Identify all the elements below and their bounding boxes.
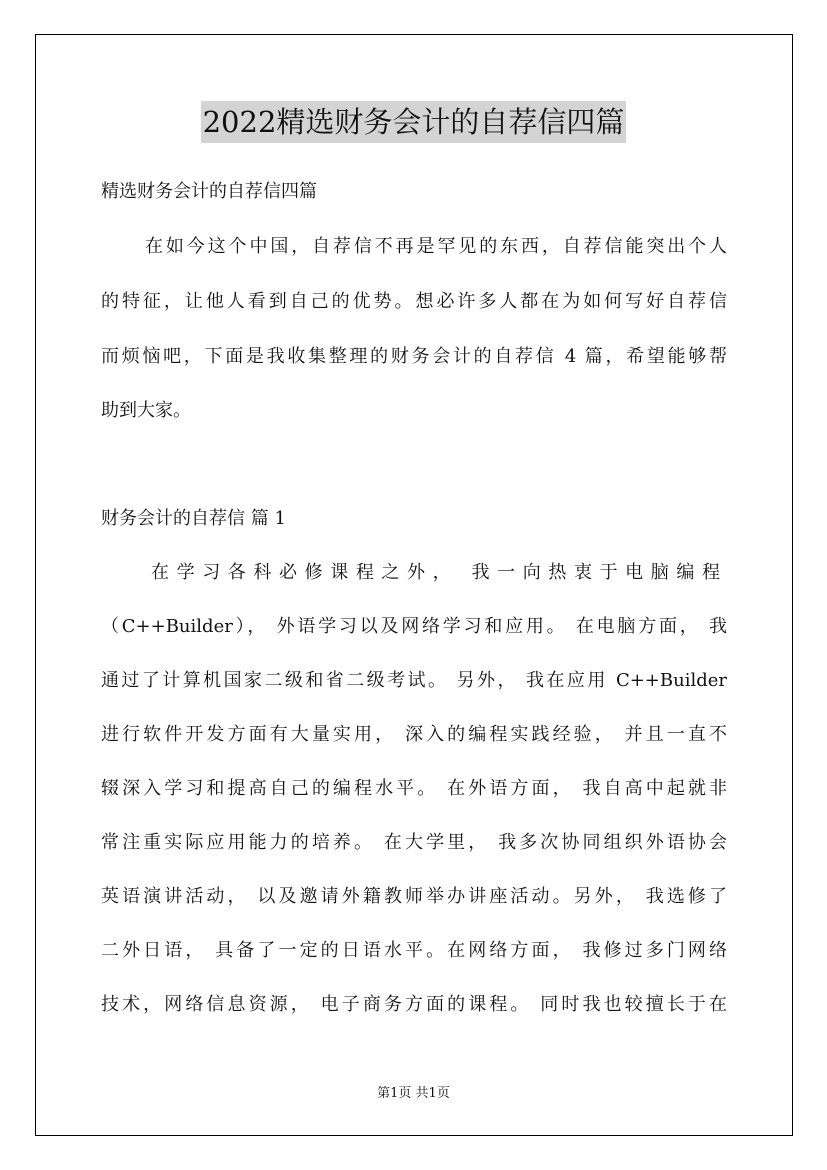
intro-line: 而烦恼吧，下面是我收集整理的财务会计的自荐信 4 篇，希望能够帮 [101,346,727,367]
body-line: 在学习各科必修课程之外， 我一向热衷于电脑编程 [151,562,727,583]
title-wrap [0,101,827,143]
intro-line: 助到大家。 [101,400,191,421]
intro-line: 的特征，让他人看到自己的优势。想必许多人都在为如何写好自荐信 [101,291,727,312]
body-line: 二外日语， 具备了一定的日语水平。在网络方面， 我修过多门网络 [101,940,727,961]
body-line: 英语演讲活动， 以及邀请外籍教师举办讲座活动。另外， 我选修了 [101,886,727,907]
body-line: 辍深入学习和提高自己的编程水平。 在外语方面， 我自高中起就非 [101,778,727,799]
page-footer: 第1页 共1页 [377,1086,450,1101]
body-line: 通过了计算机国家二级和省二级考试。 另外， 我在应用 C++Builder [101,670,727,691]
body-line: （C++Builder）， 外语学习以及网络学习和应用。 在电脑方面， 我 [101,616,727,637]
intro-line: 在如今这个中国，自荐信不再是罕见的东西，自荐信能突出个人 [145,236,727,257]
section-heading: 财务会计的自荐信 篇 1 [101,508,286,529]
document-title: 2022精选财务会计的自荐信四篇 [201,101,627,143]
body-line: 技术，网络信息资源， 电子商务方面的课程。 同时我也较擅长于在 [101,994,727,1015]
body-line: 进行软件开发方面有大量实用， 深入的编程实践经验， 并且一直不 [101,724,727,745]
body-line: 常注重实际应用能力的培养。 在大学里， 我多次协同组织外语协会 [101,832,727,853]
document-subtitle: 精选财务会计的自荐信四篇 [101,181,317,202]
